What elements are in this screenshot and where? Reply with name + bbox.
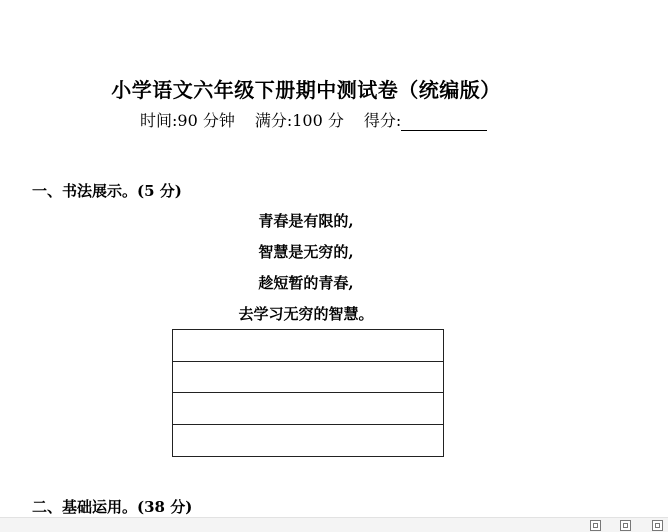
view-mode-icon[interactable] <box>590 520 601 531</box>
score-blank <box>401 114 487 131</box>
poem-line: 趁短暂的青春, <box>258 274 354 292</box>
exam-info-line <box>140 108 487 131</box>
writing-grid <box>172 329 444 457</box>
print-layout-icon[interactable] <box>652 520 663 531</box>
time-limit: 时间:90 分钟 <box>140 111 235 130</box>
exam-title: 小学语文六年级下册期中测试卷（统编版） <box>111 78 501 102</box>
writing-row <box>173 393 443 425</box>
poem-line: 青春是有限的, <box>258 212 354 230</box>
calligraphy-poem <box>0 206 612 330</box>
status-bar <box>0 517 668 532</box>
score-label: 得分: <box>363 111 402 130</box>
poem-line: 去学习无穷的智慧。 <box>238 305 374 323</box>
section-heading-2: 二、基础运用。(38 分) <box>32 498 193 516</box>
section-heading-1: 一、书法展示。(5 分) <box>32 182 182 200</box>
web-layout-icon[interactable] <box>620 520 631 531</box>
writing-row <box>173 425 443 457</box>
writing-row <box>173 362 443 394</box>
poem-line: 智慧是无穷的, <box>258 243 354 261</box>
full-score: 满分:100 分 <box>254 111 344 130</box>
writing-row <box>173 330 443 362</box>
